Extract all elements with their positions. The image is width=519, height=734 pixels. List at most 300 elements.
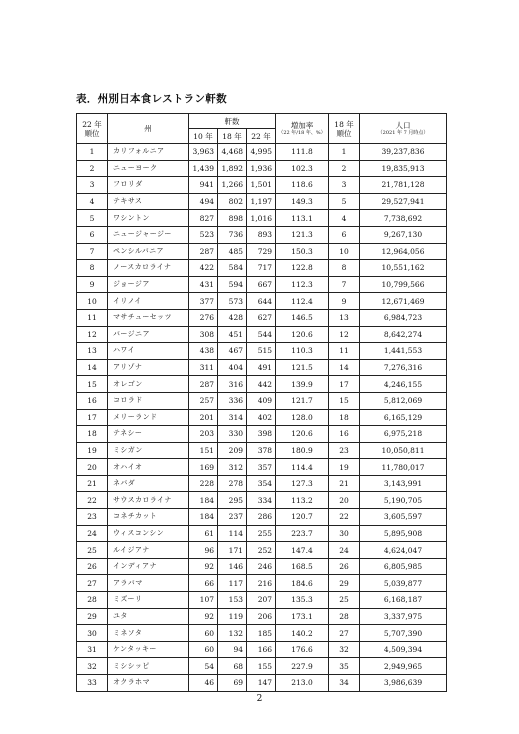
cell-count-18: 467 <box>218 343 247 360</box>
cell-count-22: 216 <box>247 575 276 592</box>
cell-rank22: 8 <box>77 260 108 277</box>
cell-rank18: 7 <box>329 276 360 293</box>
cell-growth: 176.6 <box>276 641 329 658</box>
cell-count-18: 94 <box>218 641 247 658</box>
header-year-22: 22 年 <box>247 129 276 144</box>
cell-rank22: 13 <box>77 343 108 360</box>
cell-growth: 149.3 <box>276 193 329 210</box>
cell-count-18: 312 <box>218 459 247 476</box>
cell-rank18: 25 <box>329 592 360 609</box>
cell-count-22: 402 <box>247 409 276 426</box>
cell-population: 2,949,965 <box>360 658 447 675</box>
cell-count-10: 201 <box>189 409 218 426</box>
cell-count-10: 523 <box>189 226 218 243</box>
header-growth-sub: （22 年/18 年、%） <box>278 129 326 136</box>
cell-rank18: 15 <box>329 392 360 409</box>
cell-count-10: 287 <box>189 376 218 393</box>
cell-count-22: 1,501 <box>247 177 276 194</box>
cell-growth: 112.3 <box>276 276 329 293</box>
cell-count-22: 442 <box>247 376 276 393</box>
cell-count-22: 1,197 <box>247 193 276 210</box>
cell-count-18: 802 <box>218 193 247 210</box>
cell-rank18: 5 <box>329 193 360 210</box>
cell-state: ニューヨーク <box>108 160 189 177</box>
cell-rank22: 9 <box>77 276 108 293</box>
cell-count-22: 544 <box>247 326 276 343</box>
cell-count-22: 166 <box>247 641 276 658</box>
cell-population: 10,050,811 <box>360 442 447 459</box>
cell-growth: 213.0 <box>276 675 329 692</box>
table-row <box>77 475 447 492</box>
cell-state: テキサス <box>108 193 189 210</box>
cell-population: 3,337,975 <box>360 608 447 625</box>
cell-state: ケンタッキー <box>108 641 189 658</box>
cell-rank22: 1 <box>77 144 108 161</box>
cell-rank22: 30 <box>77 625 108 642</box>
cell-population: 10,799,566 <box>360 276 447 293</box>
cell-population: 4,246,155 <box>360 376 447 393</box>
cell-rank22: 12 <box>77 326 108 343</box>
cell-state: イリノイ <box>108 293 189 310</box>
cell-count-22: 1,016 <box>247 210 276 227</box>
cell-state: マサチューセッツ <box>108 309 189 326</box>
cell-population: 6,165,129 <box>360 409 447 426</box>
cell-count-18: 314 <box>218 409 247 426</box>
cell-count-18: 1,266 <box>218 177 247 194</box>
cell-growth: 121.3 <box>276 226 329 243</box>
cell-count-18: 316 <box>218 376 247 393</box>
cell-count-10: 107 <box>189 592 218 609</box>
cell-count-22: 515 <box>247 343 276 360</box>
cell-count-18: 336 <box>218 392 247 409</box>
cell-growth: 168.5 <box>276 558 329 575</box>
cell-count-10: 431 <box>189 276 218 293</box>
restaurant-count-table <box>76 113 447 692</box>
cell-count-18: 171 <box>218 542 247 559</box>
cell-growth: 112.4 <box>276 293 329 310</box>
header-growth-label: 増加率 <box>290 120 314 130</box>
header-year-10: 10 年 <box>189 129 218 144</box>
cell-rank22: 16 <box>77 392 108 409</box>
cell-population: 6,805,985 <box>360 558 447 575</box>
cell-count-22: 378 <box>247 442 276 459</box>
cell-rank22: 25 <box>77 542 108 559</box>
table-row <box>77 575 447 592</box>
cell-count-18: 117 <box>218 575 247 592</box>
header-population-sub: （2021 年 7 月時点） <box>377 129 429 136</box>
cell-rank18: 1 <box>329 144 360 161</box>
cell-state: ニュージャージー <box>108 226 189 243</box>
cell-rank18: 3 <box>329 177 360 194</box>
cell-count-22: 255 <box>247 525 276 542</box>
cell-count-10: 54 <box>189 658 218 675</box>
cell-rank18: 24 <box>329 542 360 559</box>
cell-state: バージニア <box>108 326 189 343</box>
cell-rank18: 26 <box>329 558 360 575</box>
cell-count-10: 169 <box>189 459 218 476</box>
cell-population: 10,551,162 <box>360 260 447 277</box>
cell-count-22: 398 <box>247 426 276 443</box>
cell-population: 12,964,056 <box>360 243 447 260</box>
cell-count-22: 409 <box>247 392 276 409</box>
cell-growth: 146.5 <box>276 309 329 326</box>
cell-growth: 140.2 <box>276 625 329 642</box>
cell-count-18: 404 <box>218 359 247 376</box>
cell-count-10: 66 <box>189 575 218 592</box>
cell-state: ルイジアナ <box>108 542 189 559</box>
cell-state: ワシントン <box>108 210 189 227</box>
cell-count-18: 146 <box>218 558 247 575</box>
cell-rank18: 13 <box>329 309 360 326</box>
cell-state: ミネソタ <box>108 625 189 642</box>
cell-state: アラバマ <box>108 575 189 592</box>
cell-population: 29,527,941 <box>360 193 447 210</box>
cell-growth: 114.4 <box>276 459 329 476</box>
cell-count-18: 485 <box>218 243 247 260</box>
cell-rank18: 34 <box>329 675 360 692</box>
cell-rank18: 10 <box>329 243 360 260</box>
cell-count-18: 69 <box>218 675 247 692</box>
table-row <box>77 177 447 194</box>
cell-count-22: 717 <box>247 260 276 277</box>
cell-count-10: 438 <box>189 343 218 360</box>
cell-rank22: 23 <box>77 509 108 526</box>
cell-rank18: 23 <box>329 442 360 459</box>
table-body <box>77 144 447 692</box>
cell-count-18: 237 <box>218 509 247 526</box>
cell-state: アリゾナ <box>108 359 189 376</box>
cell-population: 11,780,017 <box>360 459 447 476</box>
table-row <box>77 658 447 675</box>
cell-count-22: 252 <box>247 542 276 559</box>
cell-population: 5,707,390 <box>360 625 447 642</box>
cell-growth: 120.7 <box>276 509 329 526</box>
cell-population: 8,642,274 <box>360 326 447 343</box>
cell-count-10: 494 <box>189 193 218 210</box>
cell-count-10: 276 <box>189 309 218 326</box>
cell-count-22: 246 <box>247 558 276 575</box>
cell-rank22: 7 <box>77 243 108 260</box>
table-row <box>77 193 447 210</box>
cell-rank22: 2 <box>77 160 108 177</box>
cell-count-10: 422 <box>189 260 218 277</box>
cell-rank18: 29 <box>329 575 360 592</box>
cell-population: 19,835,913 <box>360 160 447 177</box>
table-row <box>77 309 447 326</box>
header-growth <box>276 114 329 144</box>
cell-growth: 128.0 <box>276 409 329 426</box>
cell-rank18: 19 <box>329 459 360 476</box>
cell-count-22: 206 <box>247 608 276 625</box>
cell-rank18: 2 <box>329 160 360 177</box>
table-title: 表．州別日本食レストラン軒数 <box>76 93 227 105</box>
cell-population: 3,605,597 <box>360 509 447 526</box>
cell-population: 6,975,218 <box>360 426 447 443</box>
table-row <box>77 243 447 260</box>
cell-rank22: 5 <box>77 210 108 227</box>
table-row <box>77 343 447 360</box>
table-row <box>77 459 447 476</box>
cell-count-18: 330 <box>218 426 247 443</box>
table-row <box>77 260 447 277</box>
cell-growth: 147.4 <box>276 542 329 559</box>
cell-rank18: 12 <box>329 326 360 343</box>
cell-count-18: 119 <box>218 608 247 625</box>
cell-population: 5,190,705 <box>360 492 447 509</box>
cell-population: 4,624,047 <box>360 542 447 559</box>
cell-rank18: 32 <box>329 641 360 658</box>
cell-count-10: 151 <box>189 442 218 459</box>
cell-count-18: 428 <box>218 309 247 326</box>
cell-population: 3,986,639 <box>360 675 447 692</box>
table-row <box>77 326 447 343</box>
cell-rank22: 18 <box>77 426 108 443</box>
cell-count-18: 114 <box>218 525 247 542</box>
header-population-label: 人口 <box>395 120 411 130</box>
cell-growth: 118.6 <box>276 177 329 194</box>
cell-count-22: 207 <box>247 592 276 609</box>
cell-rank18: 16 <box>329 426 360 443</box>
cell-state: ミシガン <box>108 442 189 459</box>
cell-count-10: 96 <box>189 542 218 559</box>
cell-population: 6,168,187 <box>360 592 447 609</box>
cell-state: コネチカット <box>108 509 189 526</box>
header-count: 軒数 <box>189 114 276 129</box>
cell-state: サウスカロライナ <box>108 492 189 509</box>
table-row <box>77 359 447 376</box>
cell-population: 12,671,469 <box>360 293 447 310</box>
cell-rank22: 4 <box>77 193 108 210</box>
table-row <box>77 641 447 658</box>
cell-growth: 127.3 <box>276 475 329 492</box>
cell-population: 5,812,069 <box>360 392 447 409</box>
cell-state: ウィスコンシン <box>108 525 189 542</box>
cell-rank18: 18 <box>329 409 360 426</box>
cell-count-18: 1,892 <box>218 160 247 177</box>
cell-rank22: 31 <box>77 641 108 658</box>
table-row <box>77 293 447 310</box>
cell-state: オレゴン <box>108 376 189 393</box>
cell-state: メリーランド <box>108 409 189 426</box>
cell-growth: 121.5 <box>276 359 329 376</box>
header-population <box>360 114 447 144</box>
table-row <box>77 160 447 177</box>
cell-growth: 150.3 <box>276 243 329 260</box>
cell-growth: 120.6 <box>276 326 329 343</box>
table-row <box>77 376 447 393</box>
table-row <box>77 409 447 426</box>
cell-rank22: 15 <box>77 376 108 393</box>
cell-growth: 135.3 <box>276 592 329 609</box>
cell-count-18: 153 <box>218 592 247 609</box>
table-row <box>77 210 447 227</box>
cell-count-10: 228 <box>189 475 218 492</box>
cell-rank22: 19 <box>77 442 108 459</box>
cell-rank18: 17 <box>329 376 360 393</box>
cell-rank22: 32 <box>77 658 108 675</box>
cell-state: オハイオ <box>108 459 189 476</box>
cell-population: 9,267,130 <box>360 226 447 243</box>
cell-count-10: 184 <box>189 509 218 526</box>
cell-count-10: 941 <box>189 177 218 194</box>
cell-rank18: 28 <box>329 608 360 625</box>
cell-count-10: 92 <box>189 558 218 575</box>
cell-count-18: 594 <box>218 276 247 293</box>
cell-state: インディアナ <box>108 558 189 575</box>
cell-count-10: 3,963 <box>189 144 218 161</box>
table-row <box>77 144 447 161</box>
cell-rank22: 24 <box>77 525 108 542</box>
cell-growth: 227.9 <box>276 658 329 675</box>
cell-rank18: 21 <box>329 475 360 492</box>
cell-count-22: 147 <box>247 675 276 692</box>
cell-state: ペンシルバニア <box>108 243 189 260</box>
table-row <box>77 226 447 243</box>
table-row <box>77 675 447 692</box>
cell-rank18: 30 <box>329 525 360 542</box>
cell-state: オクラホマ <box>108 675 189 692</box>
cell-rank22: 22 <box>77 492 108 509</box>
cell-growth: 139.9 <box>276 376 329 393</box>
table-row <box>77 276 447 293</box>
cell-count-10: 308 <box>189 326 218 343</box>
cell-count-22: 4,995 <box>247 144 276 161</box>
cell-population: 4,509,394 <box>360 641 447 658</box>
cell-population: 6,984,723 <box>360 309 447 326</box>
cell-count-18: 209 <box>218 442 247 459</box>
cell-count-22: 357 <box>247 459 276 476</box>
table-row <box>77 558 447 575</box>
cell-growth: 184.6 <box>276 575 329 592</box>
cell-growth: 113.2 <box>276 492 329 509</box>
cell-rank18: 9 <box>329 293 360 310</box>
cell-state: ミズーリ <box>108 592 189 609</box>
cell-state: フロリダ <box>108 177 189 194</box>
cell-count-10: 184 <box>189 492 218 509</box>
cell-population: 7,738,692 <box>360 210 447 227</box>
cell-count-22: 627 <box>247 309 276 326</box>
cell-rank18: 6 <box>329 226 360 243</box>
cell-rank22: 21 <box>77 475 108 492</box>
cell-count-18: 573 <box>218 293 247 310</box>
cell-count-10: 377 <box>189 293 218 310</box>
cell-count-10: 46 <box>189 675 218 692</box>
cell-count-10: 1,439 <box>189 160 218 177</box>
cell-count-22: 1,936 <box>247 160 276 177</box>
cell-rank18: 4 <box>329 210 360 227</box>
cell-rank22: 17 <box>77 409 108 426</box>
cell-state: ユタ <box>108 608 189 625</box>
cell-population: 1,441,553 <box>360 343 447 360</box>
cell-rank18: 35 <box>329 658 360 675</box>
cell-rank22: 6 <box>77 226 108 243</box>
table-row <box>77 509 447 526</box>
cell-population: 3,143,991 <box>360 475 447 492</box>
cell-rank22: 10 <box>77 293 108 310</box>
table-row <box>77 542 447 559</box>
cell-growth: 113.1 <box>276 210 329 227</box>
cell-count-10: 60 <box>189 625 218 642</box>
cell-count-22: 334 <box>247 492 276 509</box>
table-row <box>77 625 447 642</box>
cell-growth: 121.7 <box>276 392 329 409</box>
cell-count-18: 736 <box>218 226 247 243</box>
cell-rank22: 20 <box>77 459 108 476</box>
cell-count-22: 354 <box>247 475 276 492</box>
cell-count-18: 278 <box>218 475 247 492</box>
cell-count-18: 4,468 <box>218 144 247 161</box>
cell-count-10: 61 <box>189 525 218 542</box>
cell-rank18: 20 <box>329 492 360 509</box>
cell-count-18: 584 <box>218 260 247 277</box>
cell-population: 5,895,908 <box>360 525 447 542</box>
cell-rank18: 14 <box>329 359 360 376</box>
header-year-18: 18 年 <box>218 129 247 144</box>
cell-rank22: 14 <box>77 359 108 376</box>
cell-rank18: 27 <box>329 625 360 642</box>
cell-rank18: 22 <box>329 509 360 526</box>
table-row <box>77 592 447 609</box>
cell-count-18: 898 <box>218 210 247 227</box>
cell-count-10: 92 <box>189 608 218 625</box>
cell-state: ネバダ <box>108 475 189 492</box>
cell-growth: 180.9 <box>276 442 329 459</box>
cell-count-10: 311 <box>189 359 218 376</box>
header-rank22: 22 年 順位 <box>77 114 108 144</box>
cell-count-18: 295 <box>218 492 247 509</box>
cell-state: ジョージア <box>108 276 189 293</box>
cell-growth: 110.3 <box>276 343 329 360</box>
cell-rank22: 11 <box>77 309 108 326</box>
table-row <box>77 525 447 542</box>
table-row <box>77 442 447 459</box>
cell-population: 39,237,836 <box>360 144 447 161</box>
cell-count-22: 644 <box>247 293 276 310</box>
cell-population: 7,276,316 <box>360 359 447 376</box>
cell-count-10: 257 <box>189 392 218 409</box>
cell-count-18: 68 <box>218 658 247 675</box>
cell-count-10: 60 <box>189 641 218 658</box>
cell-growth: 120.6 <box>276 426 329 443</box>
table-row <box>77 392 447 409</box>
cell-rank22: 27 <box>77 575 108 592</box>
cell-state: ハワイ <box>108 343 189 360</box>
cell-rank22: 33 <box>77 675 108 692</box>
cell-count-10: 827 <box>189 210 218 227</box>
cell-population: 5,039,877 <box>360 575 447 592</box>
cell-state: テネシー <box>108 426 189 443</box>
cell-rank22: 29 <box>77 608 108 625</box>
cell-rank22: 28 <box>77 592 108 609</box>
cell-state: コロラド <box>108 392 189 409</box>
cell-state: ノースカロライナ <box>108 260 189 277</box>
header-rank18: 18 年 順位 <box>329 114 360 144</box>
cell-growth: 122.8 <box>276 260 329 277</box>
header-state: 州 <box>108 114 189 144</box>
cell-rank22: 3 <box>77 177 108 194</box>
cell-growth: 102.3 <box>276 160 329 177</box>
table-row <box>77 426 447 443</box>
cell-count-22: 286 <box>247 509 276 526</box>
cell-count-22: 729 <box>247 243 276 260</box>
cell-count-22: 155 <box>247 658 276 675</box>
cell-count-22: 667 <box>247 276 276 293</box>
cell-count-10: 287 <box>189 243 218 260</box>
page-number: 2 <box>256 694 263 704</box>
cell-count-18: 451 <box>218 326 247 343</box>
cell-count-22: 185 <box>247 625 276 642</box>
cell-rank18: 8 <box>329 260 360 277</box>
